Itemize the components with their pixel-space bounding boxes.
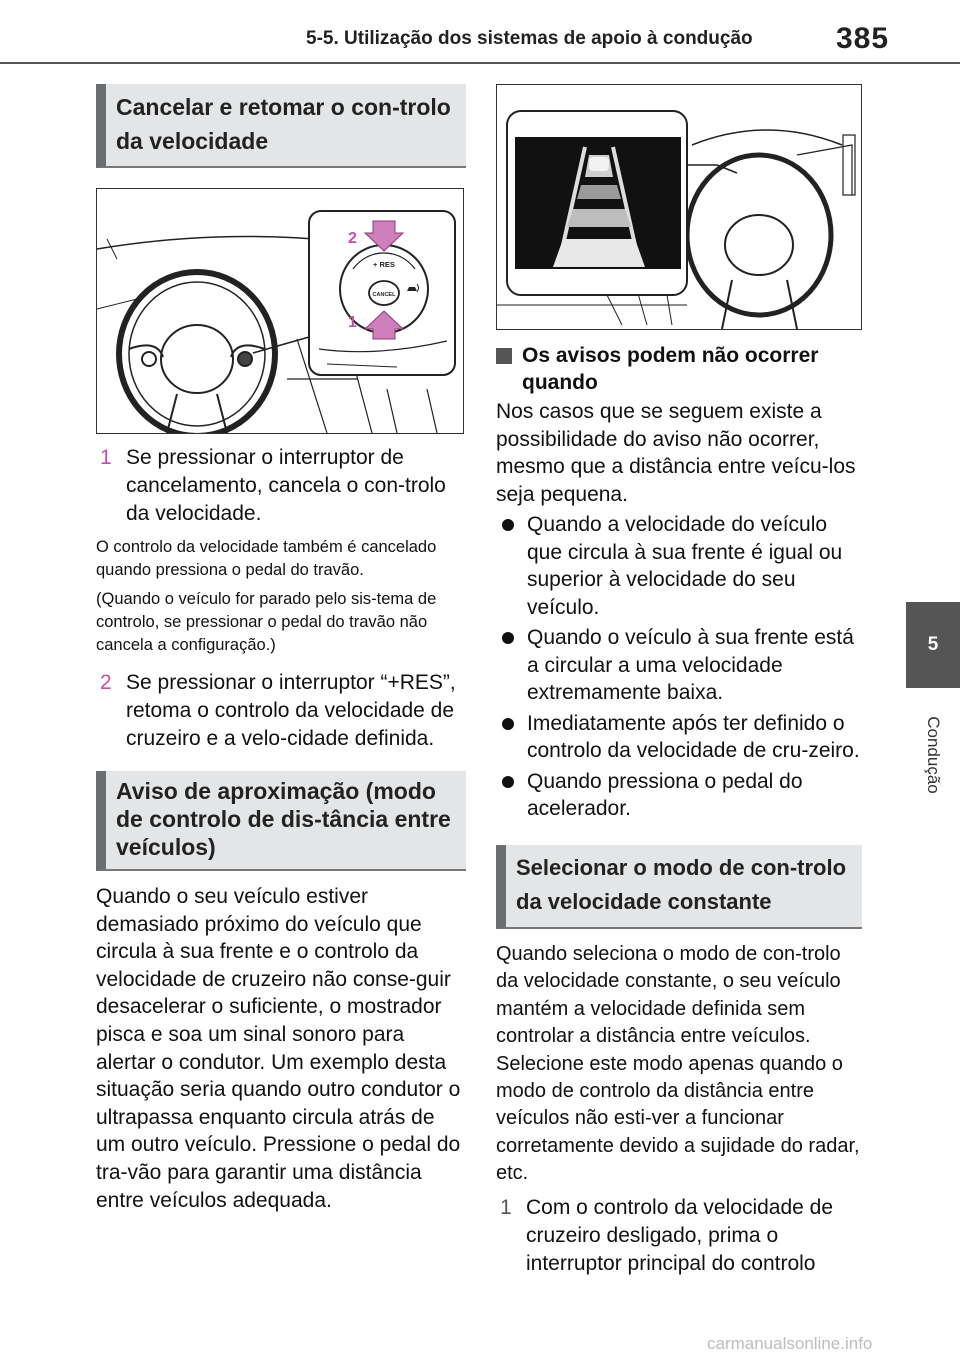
figure-display xyxy=(496,84,862,330)
bullet-text: Quando pressiona o pedal do acelerador. xyxy=(527,769,803,821)
subheading-warnings xyxy=(496,342,864,396)
right-column xyxy=(496,84,864,1278)
section-heading-cancel-resume: Cancelar e retomar o con-trolo da velocidade xyxy=(96,84,466,168)
step-2-number: 2 xyxy=(100,671,112,694)
bullet-dot-icon xyxy=(502,519,514,531)
bullet-text: Imediatamente após ter definido o controlo da velocidade de cru-zeiro. xyxy=(527,711,860,763)
step-constant-1 xyxy=(496,1194,864,1278)
step-1 xyxy=(96,444,464,528)
step-1-text: Se pressionar o interruptor de cancelamento, cancela o con-trolo da velocidade. xyxy=(126,446,446,525)
step-1-number: 1 xyxy=(100,446,112,469)
footer-watermark: carmanualsonline.info xyxy=(707,1334,873,1353)
bullet-dot-icon xyxy=(502,718,514,730)
bullet-item xyxy=(496,624,864,707)
paragraph-approach-warning: Quando o seu veículo estiver demasiado próximo do veículo que circula à sua frente e o controlo da velocidade de cruzeiro não conse-guir desacelerar o suficiente, o mostrador pisca e soa um sinal sonoro para alertar o condutor. Um exemplo desta situação seria quando outro condutor o ultrapassa enquanto circula atrás de um outro veículo. Pressione o pedal do tra-vão para garantir uma distância entre veículos adequada. xyxy=(96,885,461,1212)
bullet-text: Quando a velocidade do veículo que circula à sua frente é igual ou superior à velocidade do seu veículo. xyxy=(527,513,843,619)
bullet-dot-icon xyxy=(502,776,514,788)
steering-wheel-illustration xyxy=(97,189,463,433)
bullet-text: Quando o veículo à sua frente está a circular a uma velocidade extremamente baixa. xyxy=(527,626,854,705)
figure-steering-switches xyxy=(96,188,464,434)
subheading-warnings-text: Os avisos podem não ocorrer quando xyxy=(522,344,819,394)
cancel-button-label: CANCEL xyxy=(372,292,396,298)
note-stopped: (Quando o veículo for parado pelo sis-tema de controlo, se pressionar o pedal do travão não cancela a configuração.) xyxy=(96,590,437,654)
step-2 xyxy=(96,669,464,753)
bullet-item xyxy=(496,511,864,621)
step-constant-1-text: Com o controlo da velocidade de cruzeiro desligado, prima o interruptor principal do controlo xyxy=(526,1195,834,1275)
paragraph-warnings-intro: Nos casos que se seguem existe a possibilidade do aviso não ocorrer, mesmo que a distância entre veícu-los seja pequena. xyxy=(496,400,856,506)
section-heading-constant-speed: Selecionar o modo de con-trolo da velocidade constante xyxy=(496,845,862,929)
dashboard-display-illustration xyxy=(497,85,861,329)
page-number: 385 xyxy=(836,22,890,55)
square-bullet-icon xyxy=(496,348,512,364)
paragraph-constant-speed: Quando seleciona o modo de con-trolo da velocidade constante, o seu veículo mantém a velocidade definida sem controlar a distância entre veículos. Selecione este modo apenas quando o modo de controlo da distância entre veículos não esti-ver a funcionar corretamente devido a sujidade do radar, etc. xyxy=(496,942,860,1185)
bullet-item xyxy=(496,710,864,765)
step-2-text: Se pressionar o interruptor “+RES”, retoma o controlo da velocidade de cruzeiro e a velo-cidade definida. xyxy=(126,671,456,750)
callout-1: 1 xyxy=(348,314,357,331)
bullet-dot-icon xyxy=(502,632,514,644)
header-rule xyxy=(0,62,960,64)
res-button-label: + RES xyxy=(373,260,395,269)
chapter-number: 5 xyxy=(927,634,939,655)
chapter-label-box xyxy=(909,700,957,810)
header-title: 5-5. Utilização dos sistemas de apoio à condução xyxy=(306,28,753,49)
chapter-label: Condução xyxy=(924,716,943,794)
note-brake: O controlo da velocidade também é cancelado quando pressiona o pedal do travão. xyxy=(96,538,437,579)
chapter-tab xyxy=(906,602,960,688)
left-column xyxy=(96,84,464,1214)
section-heading-approach-warning: Aviso de aproximação (modo de controlo de dis-tância entre veículos) xyxy=(96,771,466,871)
bullet-item xyxy=(496,768,864,823)
step-constant-1-number: 1 xyxy=(500,1195,512,1219)
callout-2: 2 xyxy=(348,230,357,247)
